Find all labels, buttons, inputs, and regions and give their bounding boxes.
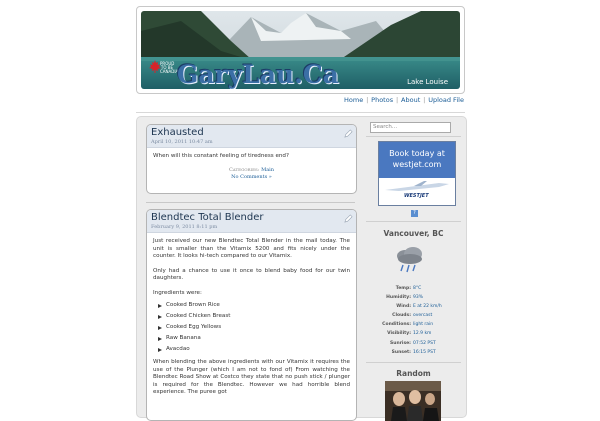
random-photo[interactable] xyxy=(385,381,441,421)
header-banner[interactable] xyxy=(141,11,460,89)
ad-text: Book today at xyxy=(389,149,445,158)
post-text: When will this constant feeling of tiredness end? xyxy=(153,153,289,159)
post-paragraph: Only had a chance to use it once to blend baby food for our twin daughters. xyxy=(153,267,350,281)
random-title: Random xyxy=(396,369,431,378)
post-card xyxy=(146,124,357,194)
weather-value: light rain xyxy=(413,322,434,328)
post-separator xyxy=(146,202,355,203)
weather-value: 07:52 PST xyxy=(413,340,436,346)
header-caption: Lake Louise xyxy=(407,78,448,86)
list-item: Cooked Chicken Breast xyxy=(153,313,350,324)
weather-key: Wind: xyxy=(396,304,411,310)
weather-key: Visibility: xyxy=(387,331,411,337)
categories-label: Categories: xyxy=(228,166,260,173)
post-header xyxy=(147,125,356,148)
weather-row xyxy=(366,339,461,348)
weather-key: Sunrise: xyxy=(390,340,411,346)
random-photo-image xyxy=(385,381,441,421)
weather-value: overcast xyxy=(413,313,433,319)
weather-row xyxy=(366,320,461,329)
weather-row xyxy=(366,329,461,338)
edit-pencil-icon[interactable] xyxy=(344,214,353,223)
weather-value: 16:15 PST xyxy=(413,349,436,355)
post-title[interactable]: Blendtec Total Blender xyxy=(151,212,264,223)
weather-row xyxy=(366,293,461,302)
help-icon[interactable]: ? xyxy=(411,210,418,217)
post-date: February 9, 2011 8:11 pm xyxy=(151,224,218,230)
nav-home[interactable]: Home xyxy=(344,96,364,104)
weather-row xyxy=(366,311,461,320)
post-title[interactable]: Exhausted xyxy=(151,127,204,138)
post-paragraph: Ingredients were: xyxy=(153,289,202,296)
header-tagline: PROUD TO BE CANADIAN xyxy=(160,61,182,74)
list-item: Raw Banana xyxy=(153,335,350,346)
sidebar-divider xyxy=(366,136,461,137)
comments-link[interactable]: No Comments » xyxy=(231,173,272,180)
list-item: Cooked Brown Rice xyxy=(153,302,350,313)
rain-cloud-icon xyxy=(395,245,425,275)
category-link[interactable]: Main xyxy=(261,166,274,173)
weather-key: Clouds: xyxy=(392,313,411,319)
nav-separator: | xyxy=(395,96,399,104)
weather-value: 8°C xyxy=(413,286,422,291)
nav-photos[interactable]: Photos xyxy=(371,96,394,104)
post-card xyxy=(146,209,357,421)
ad-text: westjet.com xyxy=(392,160,442,169)
weather-row xyxy=(366,348,461,357)
list-item: Avacdao xyxy=(153,346,350,357)
nav-separator: | xyxy=(423,96,426,104)
weather-key: Sunset: xyxy=(391,349,411,355)
airplane-icon xyxy=(379,180,455,194)
edit-pencil-icon[interactable] xyxy=(344,129,353,138)
weather-value: 12.9 km xyxy=(413,331,432,337)
weather-value: E at 22 km/h xyxy=(413,304,442,310)
post-body xyxy=(147,233,356,409)
post-meta xyxy=(153,167,350,181)
sidebar-divider xyxy=(366,362,461,363)
site-logo[interactable]: GaryLau.Ca xyxy=(177,60,339,89)
ingredient-list xyxy=(153,302,350,357)
post-paragraph: Just received our new Blendtec Total Blender in the mail today. The unit is smaller than the Vitamix 5200 and fits nicely under the counter. It looks hi-tech compared to our Vitamix. xyxy=(153,238,350,259)
post-date: April 10, 2011 10:47 am xyxy=(151,139,213,145)
post-header xyxy=(147,210,356,233)
sidebar-divider xyxy=(366,221,461,222)
nav-divider xyxy=(136,112,465,113)
weather-value: 93% xyxy=(413,295,424,301)
list-item: Cooked Egg Yellows xyxy=(153,324,350,335)
weather-row xyxy=(366,284,461,293)
westjet-logo: WESTJET xyxy=(404,193,429,199)
weather-row xyxy=(366,302,461,311)
content-area xyxy=(136,116,467,418)
weather-details xyxy=(366,284,461,357)
main-nav xyxy=(344,96,464,110)
post-paragraph: When blending the above ingredients with our Vitamix it requires the use of the Plunger (which I am not to fond of) From watching the Blendtec Road Show at Costco they state that no push stick / plunger is required for the Blendtec. However we had horrible blend experience. The puree got xyxy=(153,359,350,395)
site-header xyxy=(136,6,465,94)
weather-key: Humidity: xyxy=(386,295,411,301)
post-body xyxy=(147,148,356,186)
weather-key: Temp: xyxy=(395,286,411,291)
nav-upload-file[interactable]: Upload File xyxy=(428,96,464,104)
westjet-ad[interactable] xyxy=(378,141,456,206)
weather-key: Conditions: xyxy=(382,322,411,328)
search-input[interactable]: Search... xyxy=(370,122,451,133)
weather-title: Vancouver, BC xyxy=(383,229,444,238)
nav-about[interactable]: About xyxy=(401,96,421,104)
nav-separator: | xyxy=(366,96,369,104)
